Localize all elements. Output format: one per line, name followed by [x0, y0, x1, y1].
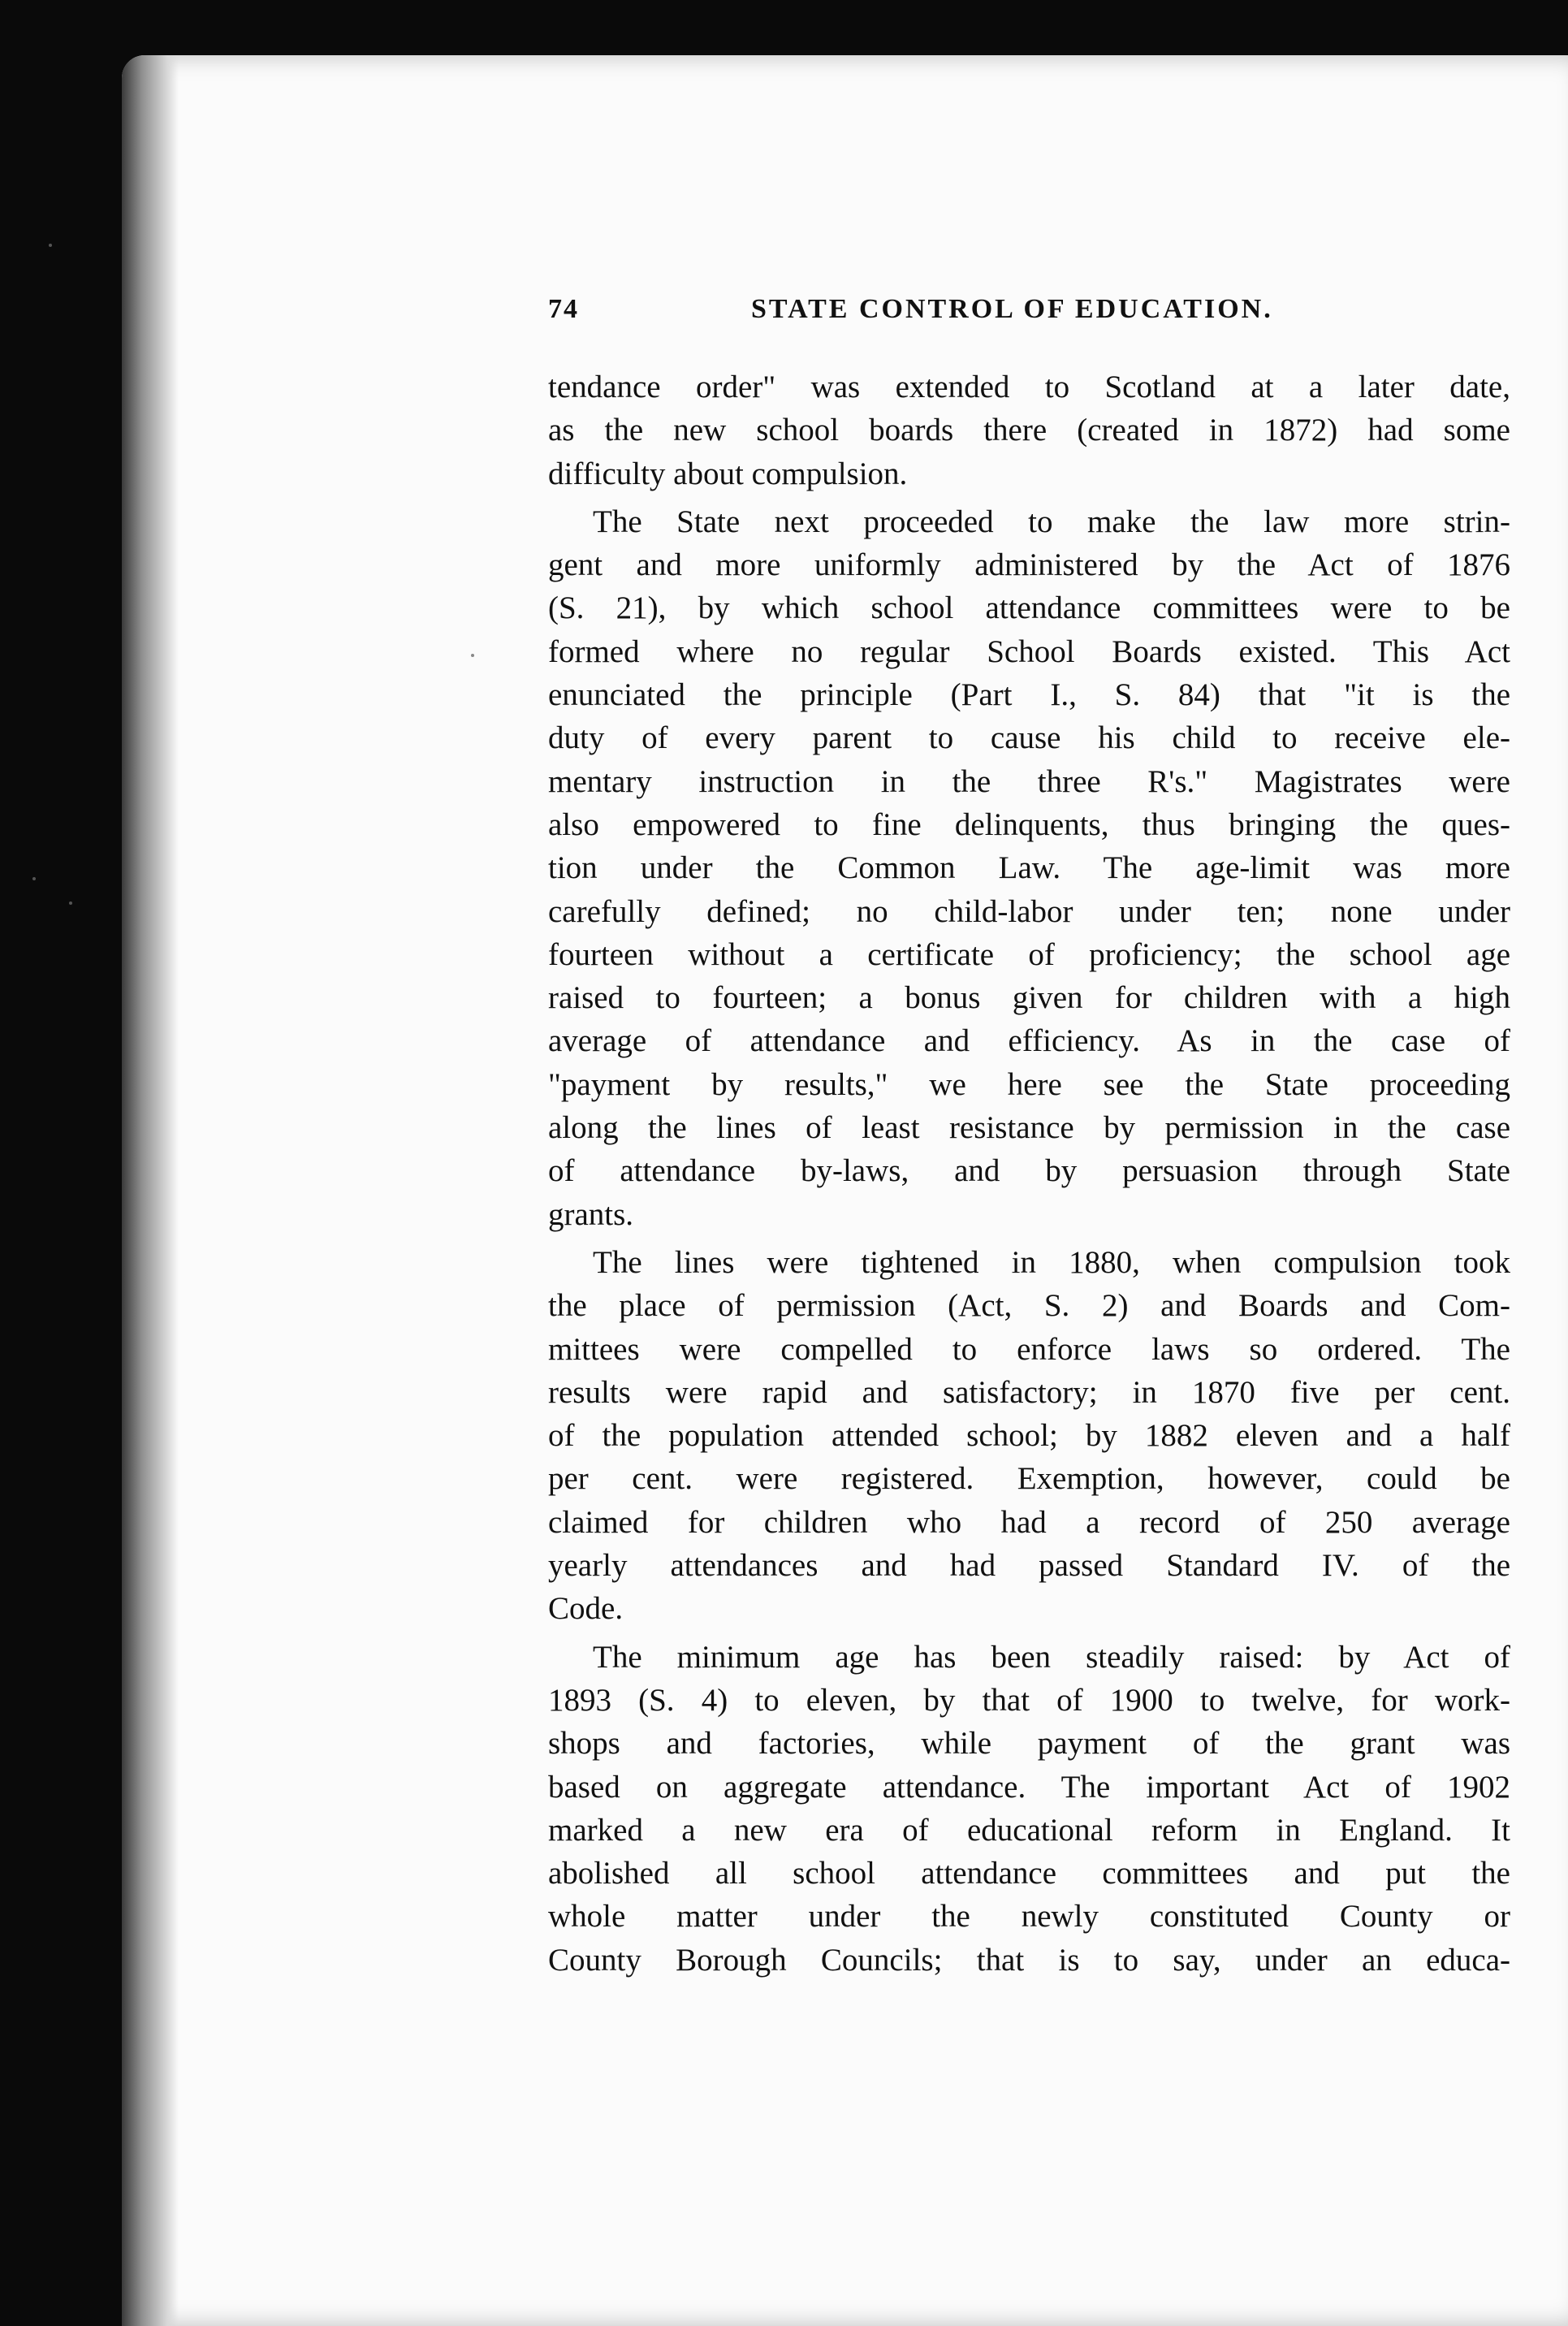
scan-speck [49, 244, 52, 247]
text-line: the place of permission (Act, S. 2) and Boards and Com- [548, 1288, 1510, 1324]
text-line: whole matter under the newly constituted County or [548, 1899, 1510, 1935]
text-line: difficulty about compulsion. [548, 456, 908, 491]
page-number: 74 [548, 294, 579, 324]
text-line: enunciated the principle (Part I., S. 84) that "it is the [548, 677, 1510, 713]
text-line: results were rapid and satisfactory; in 1870 five per cent. [548, 1374, 1510, 1410]
scan-speck [32, 877, 36, 880]
text-line: also empowered to fine delinquents, thus bringing the ques- [548, 806, 1510, 842]
scan-speck [69, 901, 72, 905]
text-line: claimed for children who had a record of 250 average [548, 1504, 1510, 1540]
text-line: yearly attendances and had passed Standard IV. of the [548, 1548, 1510, 1584]
body-text [548, 365, 1510, 1987]
text-line: The lines were tightened in 1880, when compulsion took [593, 1244, 1510, 1280]
text-line: average of attendance and efficiency. As in the case of [548, 1023, 1510, 1059]
page-binding-shadow [122, 55, 179, 2326]
text-line: raised to fourteen; a bonus given for children with a high [548, 980, 1510, 1016]
text-line: carefully defined; no child-labor under ten; none under [548, 893, 1510, 929]
text-line: grants. [548, 1196, 634, 1232]
text-line: per cent. were registered. Exemption, however, could be [548, 1461, 1510, 1497]
text-line: mittees were compelled to enforce laws so ordered. The [548, 1331, 1510, 1367]
text-line: mentary instruction in the three R's." Magistrates were [548, 763, 1510, 799]
text-line: of attendance by-laws, and by persuasion through State [548, 1153, 1510, 1189]
text-line: as the new school boards there (created in 1872) had some [548, 413, 1510, 448]
text-line: shops and factories, while payment of the grant was [548, 1726, 1510, 1762]
text-line: "payment by results," we here see the State proceeding [548, 1066, 1510, 1102]
text-line: duty of every parent to cause his child to receive ele- [548, 720, 1510, 756]
text-line: along the lines of least resistance by permission in the case [548, 1110, 1510, 1146]
text-line: The minimum age has been steadily raised: by Act of [593, 1639, 1510, 1675]
text-line: fourteen without a certificate of proficiency; the school age [548, 936, 1510, 972]
text-line: tendance order" was extended to Scotland at a later date, [548, 370, 1510, 404]
running-title: STATE CONTROL OF EDUCATION. [751, 294, 1273, 324]
running-head [548, 294, 1510, 331]
text-line: based on aggregate attendance. The important Act of 1902 [548, 1769, 1510, 1805]
text-line: marked a new era of educational reform in England. It [548, 1812, 1510, 1848]
paragraph [548, 365, 1510, 495]
text-line: of the population attended school; by 1882 eleven and a half [548, 1418, 1510, 1454]
paragraph [548, 1241, 1510, 1631]
text-line: tion under the Common Law. The age-limit was more [548, 850, 1510, 886]
text-line: gent and more uniformly administered by the Act of 1876 [548, 547, 1510, 583]
text-line: The State next proceeded to make the law more strin- [593, 504, 1510, 539]
text-line: (S. 21), by which school attendance committees were to be [548, 590, 1510, 626]
text-line: 1893 (S. 4) to eleven, by that of 1900 to twelve, for work- [548, 1682, 1510, 1718]
scan-speck [471, 654, 474, 657]
text-line: abolished all school attendance committees and put the [548, 1856, 1510, 1891]
text-line: County Borough Councils; that is to say, under an educa- [548, 1942, 1510, 1978]
paragraph [548, 500, 1510, 1236]
text-line: Code. [548, 1591, 624, 1627]
paragraph [548, 1636, 1510, 1982]
text-line: formed where no regular School Boards existed. This Act [548, 633, 1510, 669]
